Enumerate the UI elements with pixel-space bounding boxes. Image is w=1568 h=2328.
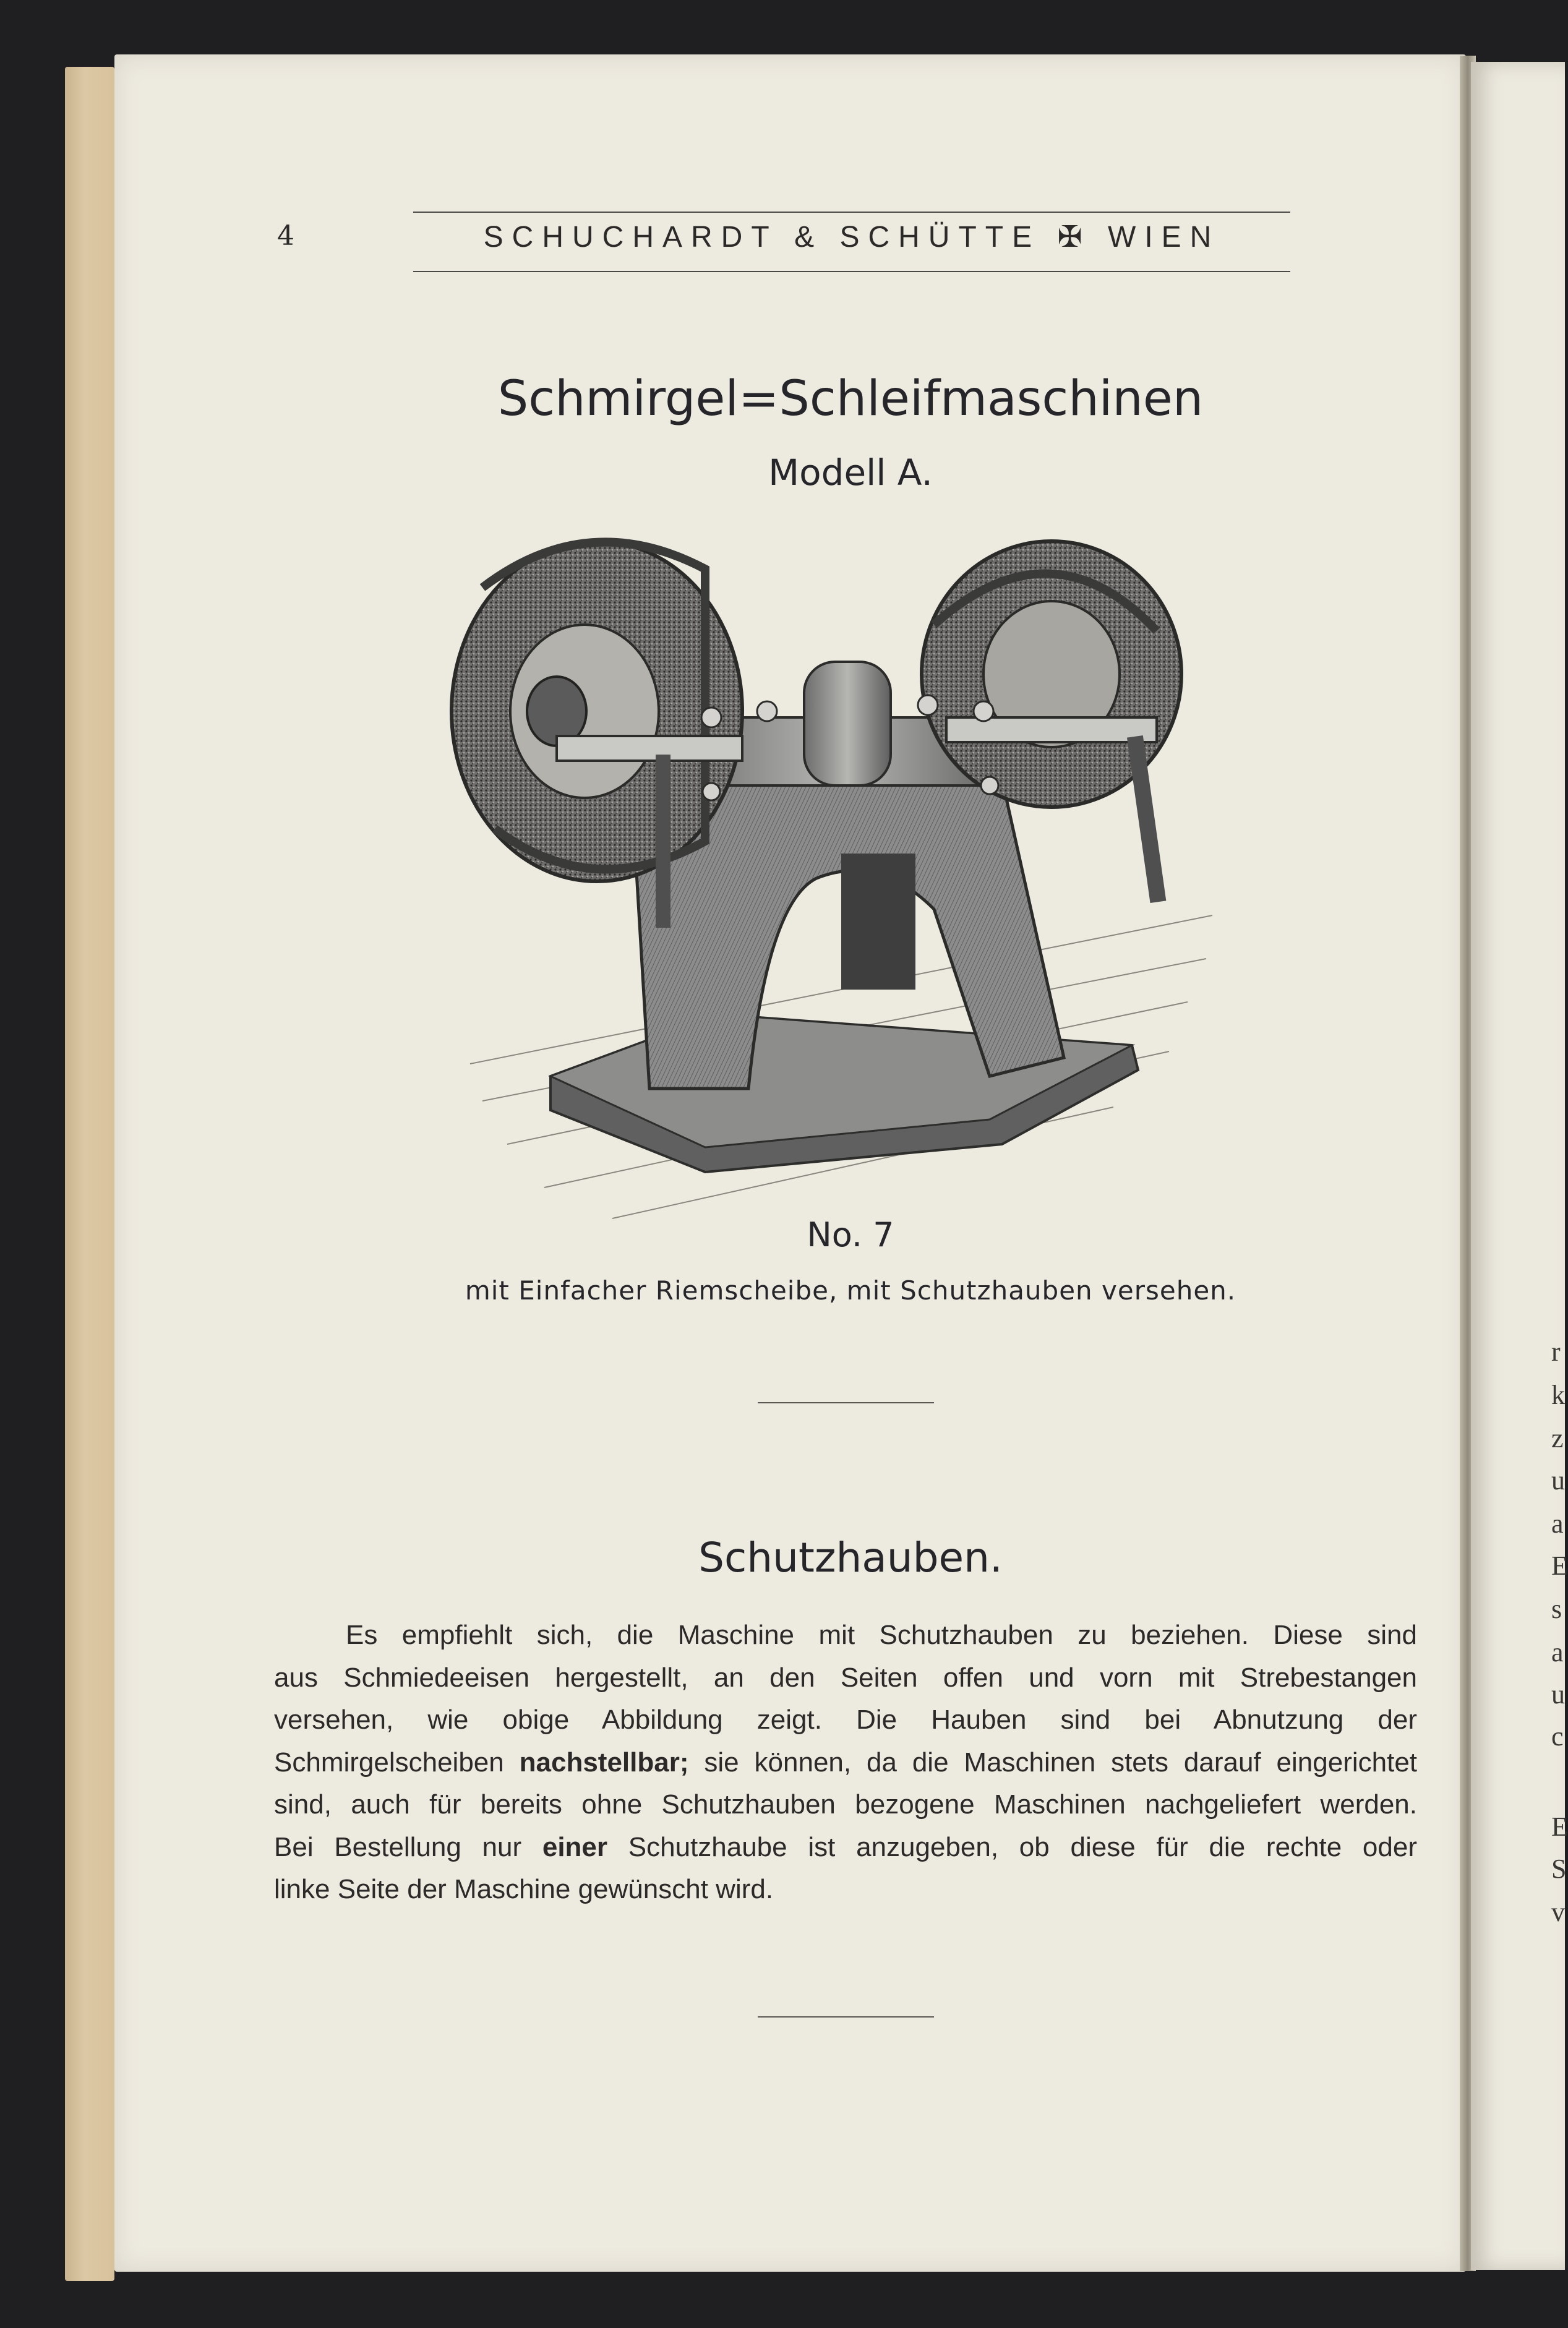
line-text: sie können, da die Maschinen stets darauf eingerichtet [688,1747,1418,1778]
section-divider-bottom [758,2016,934,2018]
right-tool-rest [946,717,1157,742]
model-number: No. 7 [807,1215,894,1254]
margin-letter: u [1551,1679,1565,1710]
grinding-machine-illustration [445,532,1212,1231]
margin-letter: S [1551,1854,1567,1884]
line-text: sind, auch für bereits ohne Schutzhauben bezogene Maschinen nachgeliefert werden. [274,1789,1417,1820]
header-rule-bottom [413,271,1290,272]
margin-letter: s [1551,1594,1562,1624]
margin-letter: E [1551,1812,1568,1842]
line-text: Es empfiehlt sich, die Maschine mit Schutzhauben zu beziehen. Diese sind [346,1620,1417,1650]
margin-letter: u [1551,1465,1565,1496]
line-text: aus Schmiedeeisen hergestellt, an den Seiten offen und vorn mit Strebestangen [274,1662,1417,1693]
paragraph-line [274,1784,1417,1826]
paragraph-line [274,1742,1417,1784]
paragraph-line [274,1868,1417,1911]
body-paragraph [274,1614,1417,1911]
emphasis-text: nachstellbar; [519,1747,689,1778]
paragraph-line [274,1826,1417,1869]
margin-letter: c [1551,1721,1564,1752]
belt-pulley-below [841,854,915,990]
next-page-edge [1471,62,1565,2270]
paragraph-line [274,1699,1417,1742]
margin-letter: v [1551,1897,1565,1927]
section-divider-top [758,1402,934,1403]
book-page-edge-left [65,67,114,2281]
margin-letter: E [1551,1551,1568,1581]
belt-pulley [804,662,891,785]
page-title: Schmirgel=Schleifmaschinen [497,371,1204,427]
margin-letter: a [1551,1637,1564,1667]
line-text: Schutzhaube ist anzugeben, ob diese für die rechte oder [607,1831,1417,1862]
margin-letter: a [1551,1508,1564,1539]
line-text: versehen, wie obige Abbildung zeigt. Die Hauben sind bei Abnutzung der [274,1705,1417,1735]
left-tool-rest [557,736,742,761]
margin-letter: k [1551,1380,1565,1410]
line-text: Bei Bestellung nur [274,1831,542,1862]
emphasis-text: einer [542,1831,608,1862]
figure-caption: mit Einfacher Riemscheibe, mit Schutzhauben versehen. [465,1275,1236,1306]
line-text: Schmirgelscheiben [274,1747,520,1778]
running-header: SCHUCHARDT & SCHÜTTE ✠ WIEN [483,221,1220,254]
header-rule-top [413,212,1290,213]
left-tool-rest-post [656,755,670,928]
section-heading: Schutzhauben. [698,1534,1003,1581]
paragraph-line [274,1614,1417,1657]
page-number: 4 [277,220,294,252]
margin-letter: r [1551,1337,1561,1367]
paragraph-line [274,1657,1417,1700]
line-text: linke Seite der Maschine gewünscht wird. [274,1874,774,1904]
model-subtitle: Modell A. [768,451,933,494]
margin-letter: z [1551,1423,1564,1453]
